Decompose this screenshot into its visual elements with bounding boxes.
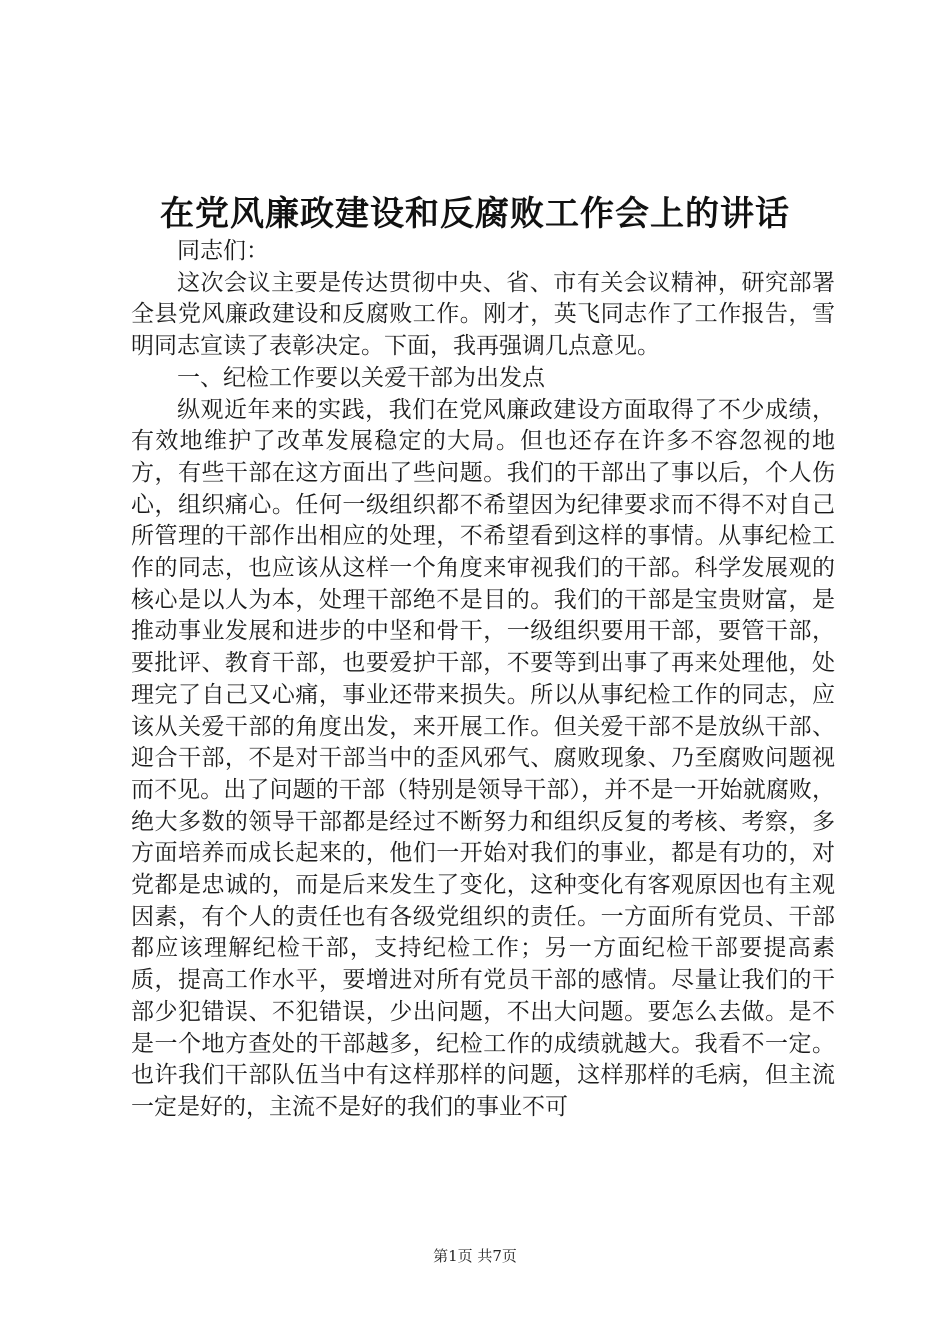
page-number-footer: 第1页 共7页 <box>433 1247 517 1265</box>
document-title: 在党风廉政建设和反腐败工作会上的讲话 <box>160 194 790 234</box>
document-body <box>131 236 835 1124</box>
section-heading-1: 一、纪检工作要以关爱干部为出发点 <box>177 364 545 391</box>
salutation: 同志们： <box>177 238 269 264</box>
paragraph-intro: 这次会议主要是传达贯彻中央、省、市有关会议精神，研究部署全县党风廉政建设和反腐败工作。刚才，英飞同志作了工作报告，雪明同志宣读了表彰决定。下面，我再强调几点意见。 <box>131 269 835 360</box>
paragraph-section-1: 纵观近年来的实践，我们在党风廉政建设方面取得了不少成绩，有效地维护了改革发展稳定的大局。但也还存在许多不容忽视的地方，有些干部在这方面出了些问题。我们的干部出了事以后，个人伤心，组织痛心。任何一级组织都不希望因为纪律要求而不得不对自己所管理的干部作出相应的处理，不希望看到这样的事情。从事纪检工作的同志，也应该从这样一个角度来审视我们的干部。科学发展观的核心是以人为本，处理干部绝不是目的。我们的干部是宝贵财富，是推动事业发展和进步的中坚和骨干，一级组织要用干部，要管干部，要批评、教育干部，也要爱护干部，不要等到出事了再来处理他，处理完了自己又心痛，事业还带来损失。所以从事纪检工作的同志，应该从关爱干部的角度出发，来开展工作。但关爱干部不是放纵干部、迎合干部，不是对干部当中的歪风邪气、腐败现象、乃至腐败问题视而不见。出了问题的干部（特别是领导干部），并不是一开始就腐败，绝大多数的领导干部都是经过不断努力和组织反复的考核、考察，多方面培养而成长起来的，他们一开始对我们的事业，都是有功的，对党都是忠诚的，而是后来发生了变化，这种变化有客观原因也有主观因素，有个人的责任也有各级党组织的责任。一方面所有党员、干部都应该理解纪检干部，支持纪检工作；另一方面纪检干部要提高素质，提高工作水平，要增进对所有党员干部的感情。尽量让我们的干部少犯错误、不犯错误，少出问题，不出大问题。要怎么去做。是不是一个地方查处的干部越多，纪检工作的成绩就越大。我看不一定。也许我们干部队伍当中有这样那样的问题，这样那样的毛病，但主流一定是好的，主流不是好的我们的事业不可 <box>131 396 835 1120</box>
